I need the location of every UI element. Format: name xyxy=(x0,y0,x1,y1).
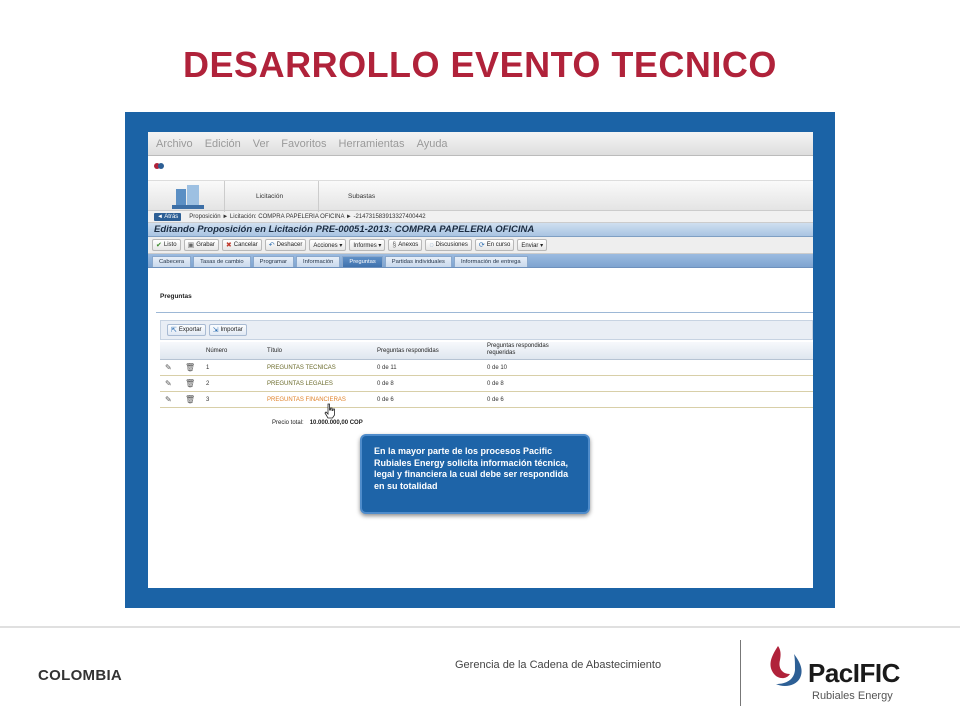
section-divider xyxy=(156,312,813,313)
footer-country: COLOMBIA xyxy=(38,667,123,684)
tab-strip xyxy=(148,254,813,268)
menu-herramientas[interactable]: Herramientas xyxy=(338,137,405,150)
grabar-label: Grabar xyxy=(196,242,215,248)
tab-tasas-de-cambio[interactable]: Tasas de cambio xyxy=(193,256,251,267)
tab-programar[interactable]: Programar xyxy=(253,256,294,267)
row-titulo-link[interactable]: PREGUNTAS LEGALES xyxy=(267,381,333,387)
row-numero: 3 xyxy=(206,397,210,403)
cancelar-button[interactable] xyxy=(222,239,262,251)
menu-bar xyxy=(148,132,813,156)
row-respondidas: 0 de 6 xyxy=(377,397,394,403)
edit-pencil-icon[interactable]: ✎ xyxy=(165,379,172,388)
cancel-icon: ✖ xyxy=(225,242,232,249)
table-header xyxy=(160,342,813,360)
listo-label: Listo xyxy=(163,242,177,248)
action-toolbar xyxy=(148,237,813,254)
nav-tab-licitacion[interactable]: Licitación xyxy=(256,193,284,200)
exportar-button[interactable] xyxy=(167,324,206,336)
import-icon: ⇲ xyxy=(212,327,219,334)
refresh-icon: ⟳ xyxy=(478,242,485,249)
menu-favoritos[interactable]: Favoritos xyxy=(281,137,327,150)
brand-name: PacIFIC xyxy=(808,658,900,688)
table-row[interactable] xyxy=(160,392,813,408)
tab-cabecera[interactable]: Cabecera xyxy=(152,256,191,267)
attachment-icon: § xyxy=(392,241,397,249)
section-title: Preguntas xyxy=(160,293,192,300)
deshacer-button[interactable] xyxy=(265,239,307,251)
grid-toolbar xyxy=(160,320,813,340)
menu-ayuda[interactable]: Ayuda xyxy=(416,137,448,150)
export-icon: ⇱ xyxy=(171,327,177,334)
header-titulo[interactable]: Título xyxy=(267,348,283,354)
precio-total xyxy=(272,420,363,426)
listo-button[interactable] xyxy=(152,239,181,251)
row-requeridas: 0 de 10 xyxy=(487,365,508,371)
check-icon: ✔ xyxy=(156,242,162,249)
brand-subtitle: Rubiales Energy xyxy=(812,690,893,702)
row-respondidas: 0 de 8 xyxy=(377,381,394,387)
pacific-mini-logo xyxy=(154,162,180,176)
informes-label: Informes ▾ xyxy=(353,242,382,249)
en-curso-button[interactable] xyxy=(475,239,515,251)
footer-department: Gerencia de la Cadena de Abastecimiento xyxy=(455,659,662,671)
nav-separator xyxy=(224,181,225,212)
back-button[interactable]: ◄ Atrás xyxy=(154,213,181,221)
save-icon: ▣ xyxy=(187,242,195,249)
header-respondidas[interactable]: Preguntas respondidas xyxy=(377,348,439,354)
anexos-button[interactable] xyxy=(388,239,422,251)
table-row[interactable] xyxy=(160,376,813,392)
nav-tab-subastas[interactable]: Subastas xyxy=(348,193,376,200)
informes-button[interactable] xyxy=(349,239,385,251)
tab-preguntas[interactable]: Preguntas xyxy=(342,256,382,267)
screenshot-frame xyxy=(125,112,835,608)
anexos-label: Anexos xyxy=(398,242,419,248)
menu-ver[interactable]: Ver xyxy=(252,137,270,150)
app-logo-row xyxy=(148,156,813,180)
acciones-button[interactable] xyxy=(309,239,346,251)
row-numero: 2 xyxy=(206,381,210,387)
header-numero[interactable]: Número xyxy=(206,348,228,354)
app-screen xyxy=(148,132,813,588)
row-requeridas: 0 de 8 xyxy=(487,381,504,387)
tab-informacion-de-entrega[interactable]: Información de entrega xyxy=(454,256,528,267)
hand-cursor-icon xyxy=(324,403,336,419)
trash-icon[interactable]: 🗑 xyxy=(185,379,196,388)
acciones-label: Acciones ▾ xyxy=(313,242,343,249)
discussion-icon: ◌ xyxy=(429,241,434,249)
discusiones-button[interactable] xyxy=(425,239,472,251)
nav-band xyxy=(148,180,813,211)
importar-label: Importar xyxy=(220,327,243,333)
row-respondidas: 0 de 11 xyxy=(377,365,397,371)
pacific-drop-icon xyxy=(154,162,164,170)
importar-button[interactable] xyxy=(209,324,247,336)
en-curso-label: En curso xyxy=(486,242,511,248)
trash-icon[interactable]: 🗑 xyxy=(185,363,196,372)
callout-text: En la mayor parte de los procesos Pacific Rubiales Energy solicita información técnica, legal y financiera la cual debe ser respondida en su totalidad xyxy=(374,446,569,491)
back-label: Atrás xyxy=(164,213,179,220)
deshacer-label: Deshacer xyxy=(276,242,303,248)
cancelar-label: Cancelar xyxy=(233,242,258,248)
row-numero: 1 xyxy=(206,365,210,371)
row-titulo-link[interactable]: PREGUNTAS FINANCIERAS xyxy=(267,397,346,403)
tab-informacion[interactable]: Información xyxy=(296,256,340,267)
info-callout xyxy=(360,434,590,514)
row-requeridas: 0 de 6 xyxy=(487,397,504,403)
pacific-drop-logo-icon xyxy=(764,644,808,692)
footer-vertical-divider xyxy=(740,640,741,706)
menu-edicion[interactable]: Edición xyxy=(204,137,241,150)
edit-title-bar xyxy=(148,223,813,237)
nav-separator xyxy=(318,181,319,212)
enviar-button[interactable] xyxy=(517,239,547,251)
footer-divider-line xyxy=(0,626,960,628)
table-row[interactable] xyxy=(160,360,813,376)
questions-table xyxy=(160,342,813,408)
breadcrumb-text[interactable]: Proposición ► Licitación: COMPRA PAPELERIA OFICINA ► -214731583913327400442 xyxy=(189,213,426,220)
buildings-icon xyxy=(172,183,204,209)
breadcrumb xyxy=(148,211,813,223)
precio-value: 10.000.000,00 COP xyxy=(309,420,363,426)
menu-archivo[interactable]: Archivo xyxy=(156,137,193,150)
edit-pencil-icon[interactable]: ✎ xyxy=(165,395,172,404)
exportar-label: Exportar xyxy=(178,327,202,333)
undo-icon: ↶ xyxy=(268,242,275,249)
enviar-label: Enviar ▾ xyxy=(521,242,544,249)
slide-title: DESARROLLO EVENTO TECNICO xyxy=(183,44,777,85)
precio-label: Precio total: xyxy=(272,420,304,426)
edit-pencil-icon[interactable]: ✎ xyxy=(165,363,172,372)
header-requeridas[interactable]: Preguntas respondidas requeridas xyxy=(487,343,549,356)
trash-icon[interactable]: 🗑 xyxy=(185,395,196,404)
discusiones-label: Discusiones xyxy=(435,242,468,248)
pacific-rubiales-logo xyxy=(762,642,932,706)
grabar-button[interactable] xyxy=(184,239,219,251)
edit-title: Editando Proposición en Licitación PRE-00051-2013: COMPRA PAPELERIA OFICINA xyxy=(154,224,535,235)
row-titulo-link[interactable]: PREGUNTAS TECNICAS xyxy=(267,365,336,371)
tab-partidas-individuales[interactable]: Partidas individuales xyxy=(385,256,452,267)
